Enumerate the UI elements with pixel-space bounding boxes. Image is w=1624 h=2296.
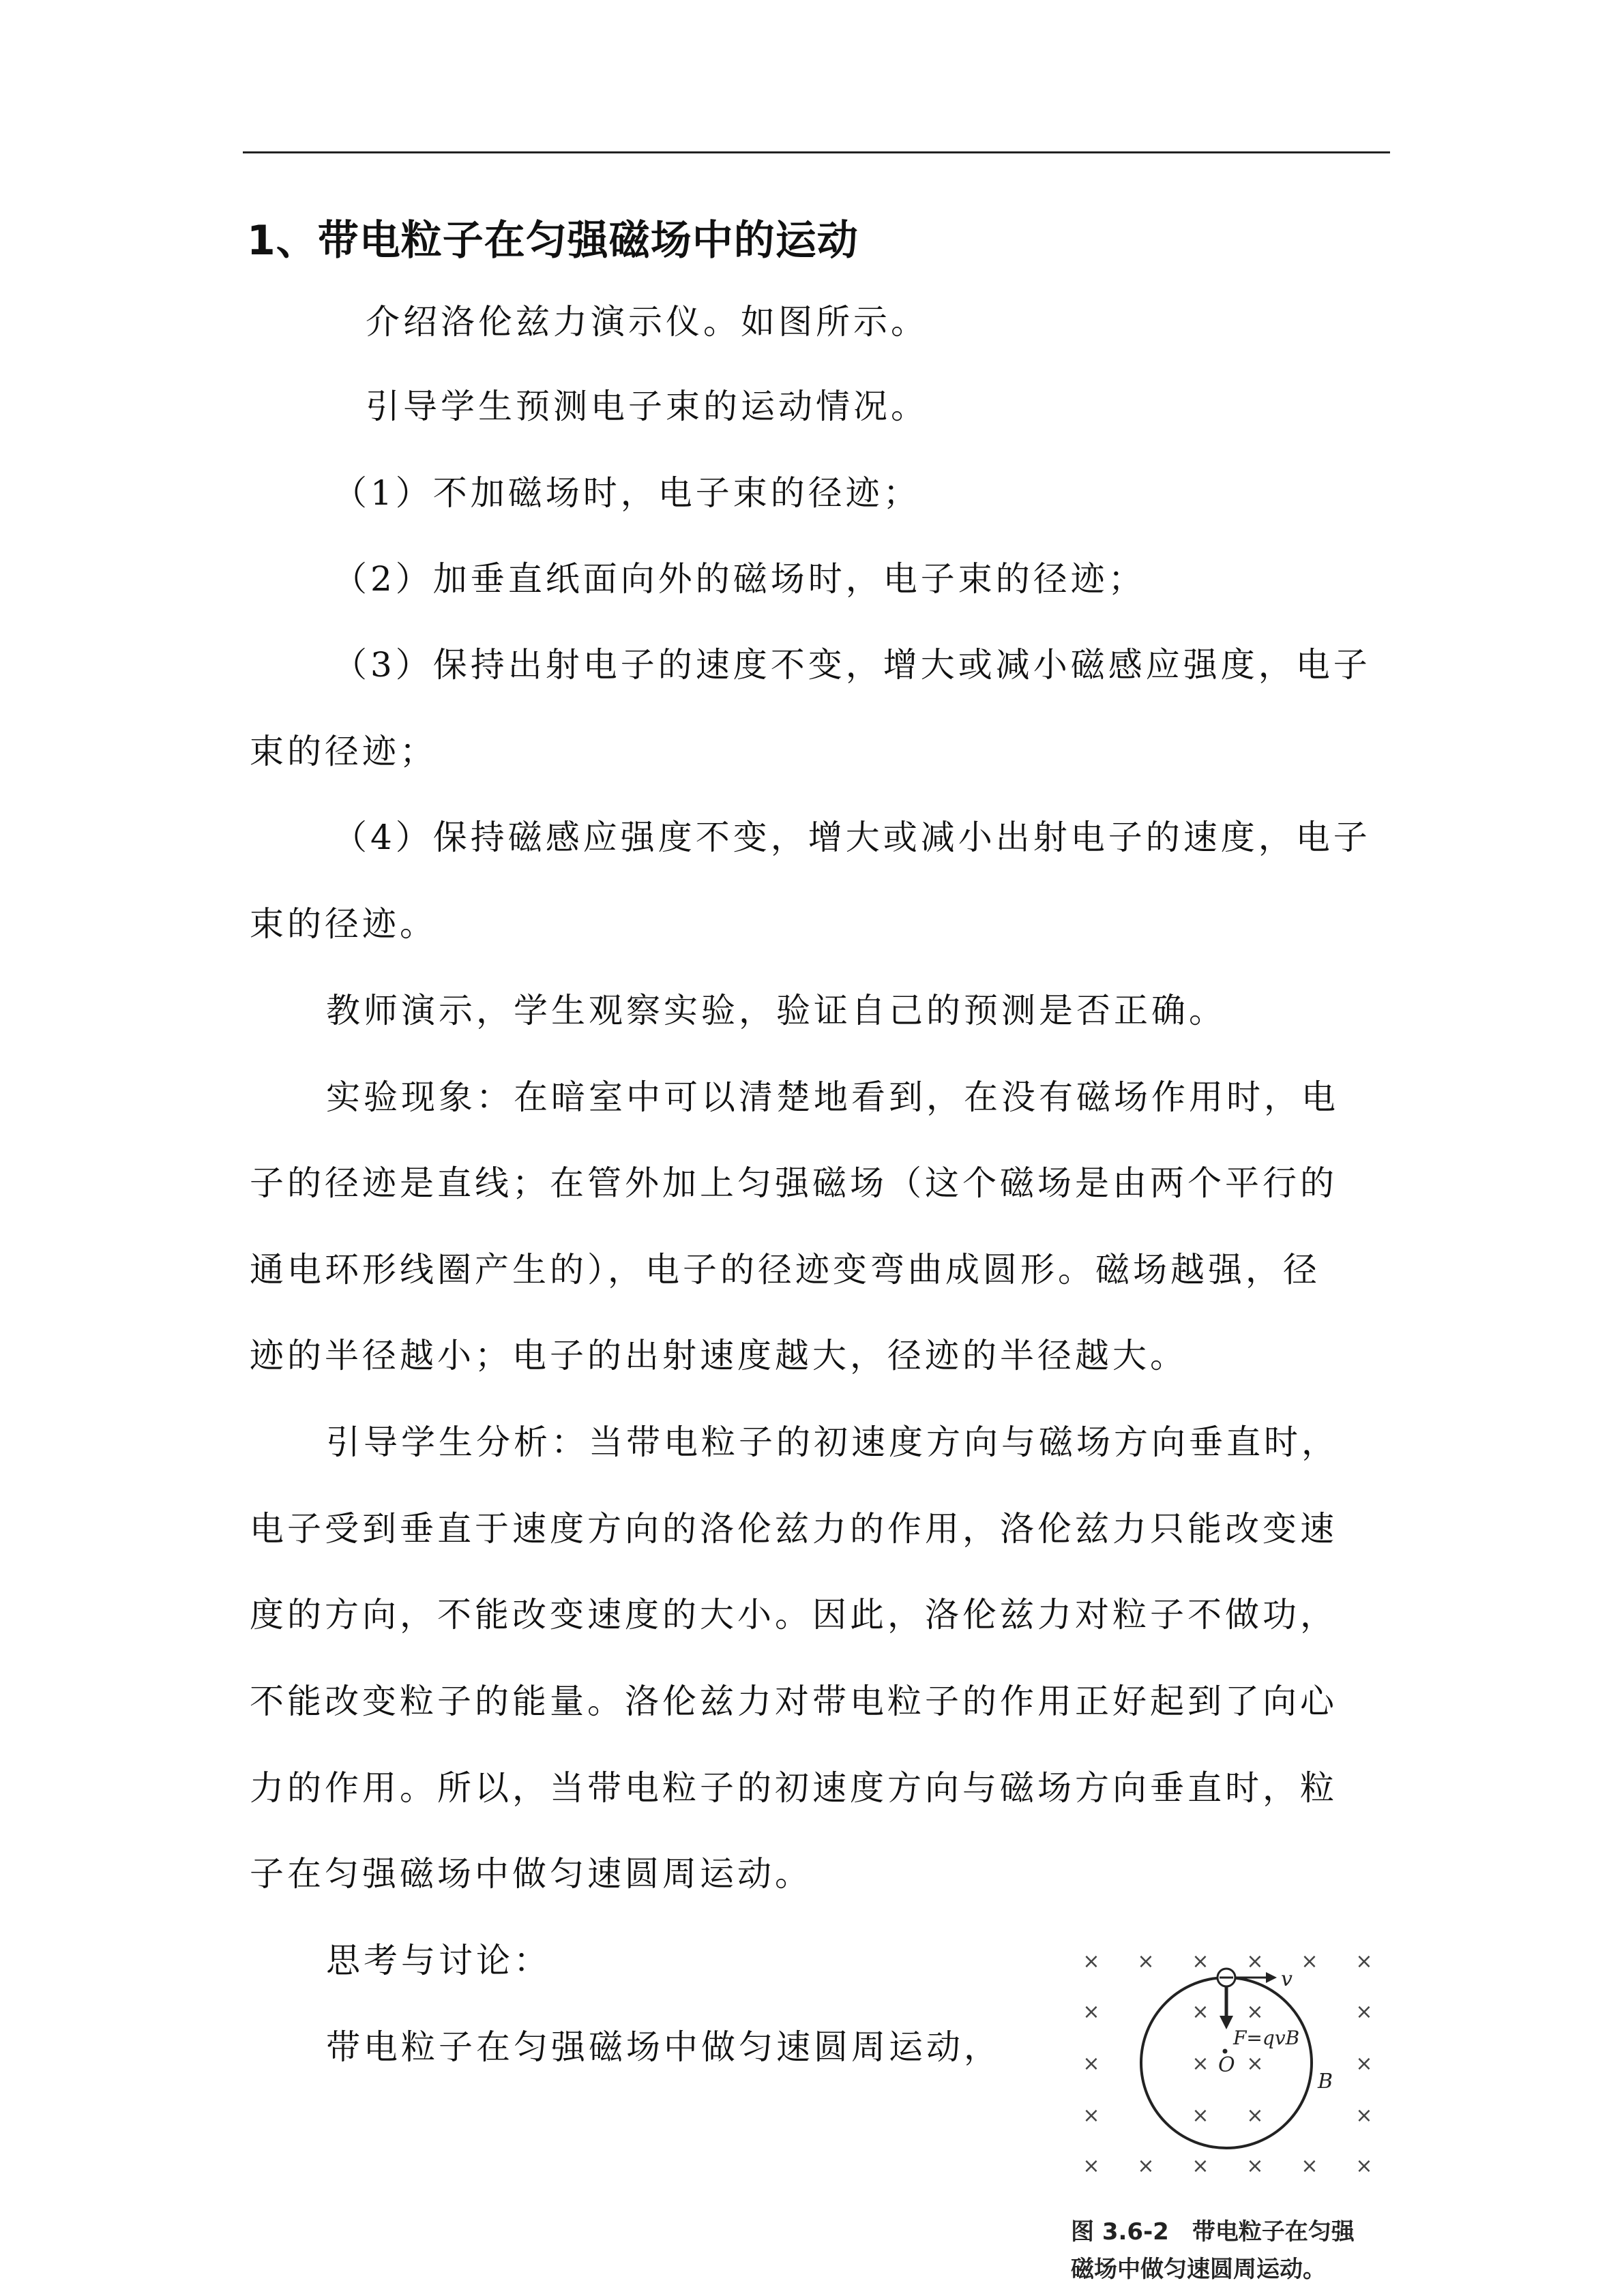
field-cross-mark: × [1246, 2052, 1264, 2076]
velocity-label: v [1281, 1967, 1293, 1991]
paragraph-line: （4）保持磁感应强度不变，增大或减小出射电子的速度，电子 [333, 818, 1371, 857]
paragraph-line: 引导学生预测电子束的运动情况。 [366, 387, 928, 426]
paragraph-line: 子的径迹是直线；在管外加上匀强磁场（这个磁场是由两个平行的 [250, 1163, 1338, 1203]
header-rule [243, 151, 1390, 153]
velocity-arrowhead [1266, 1972, 1277, 1983]
field-cross-mark: × [1082, 2052, 1100, 2076]
field-cross-mark: × [1355, 1950, 1373, 1973]
field-cross-mark: × [1192, 2052, 1209, 2076]
field-cross-mark: × [1082, 2104, 1100, 2128]
paragraph-line: 迹的半径越小；电子的出射速度越大，径迹的半径越大。 [250, 1336, 1187, 1375]
figure-caption-line1: 图 3.6-2 带电粒子在匀强 [1071, 2218, 1355, 2246]
field-cross-mark: × [1246, 2000, 1264, 2024]
field-cross-mark: × [1355, 2104, 1373, 2128]
field-cross-mark: × [1192, 1950, 1209, 1973]
field-cross-mark: × [1082, 2000, 1100, 2024]
field-cross-mark: × [1137, 1950, 1155, 1973]
field-cross-mark: × [1192, 2154, 1209, 2178]
paragraph-line: 通电环形线圈产生的），电子的径迹变弯曲成圆形。磁场越强，径 [250, 1250, 1320, 1289]
paragraph-line: 度的方向，不能改变速度的大小。因此，洛伦兹力对粒子不做功， [250, 1595, 1338, 1635]
circular-motion-figure [1064, 1930, 1391, 2203]
paragraph-line: 束的径迹。 [250, 904, 437, 944]
paragraph-line: 教师演示，学生观察实验，验证自己的预测是否正确。 [326, 991, 1226, 1030]
paragraph-line: 束的径迹； [250, 732, 437, 771]
paragraph-line: 子在匀强磁场中做匀速圆周运动。 [250, 1854, 812, 1894]
field-cross-mark: × [1355, 2000, 1373, 2024]
field-label: B [1318, 2070, 1333, 2093]
field-cross-mark: × [1246, 1950, 1264, 1973]
field-cross-mark: × [1192, 2104, 1209, 2128]
paragraph-line: （1）不加磁场时，电子束的径迹； [333, 473, 921, 513]
field-cross-mark: × [1355, 2052, 1373, 2076]
field-cross-mark: × [1246, 2104, 1264, 2128]
paragraph-line: 电子受到垂直于速度方向的洛伦兹力的作用，洛伦兹力只能改变速 [250, 1509, 1338, 1549]
paragraph-line: （3）保持出射电子的速度不变，增大或减小磁感应强度，电子 [333, 645, 1371, 685]
field-cross-mark: × [1301, 2154, 1318, 2178]
figure-caption-line2: 磁场中做匀速圆周运动。 [1071, 2256, 1326, 2283]
field-cross-mark: × [1355, 2154, 1373, 2178]
paragraph-line: 实验现象：在暗室中可以清楚地看到，在没有磁场作用时，电 [326, 1077, 1339, 1117]
force-label: F=qvB [1233, 2027, 1300, 2049]
field-cross-mark: × [1082, 2154, 1100, 2178]
paragraph-line: 介绍洛伦兹力演示仪。如图所示。 [366, 302, 928, 342]
force-arrowhead [1220, 2016, 1233, 2029]
paragraph-line: 思考与讨论： [326, 1941, 551, 1980]
section-heading: 1、带电粒子在匀强磁场中的运动 [247, 217, 859, 265]
paragraph-line: 不能改变粒子的能量。洛伦兹力对带电粒子的作用正好起到了向心 [250, 1682, 1338, 1721]
paragraph-line: 带电粒子在匀强磁场中做匀速圆周运动， [326, 2027, 1001, 2067]
paragraph-line: 引导学生分析：当带电粒子的初速度方向与磁场方向垂直时， [326, 1422, 1339, 1462]
center-label: O [1218, 2053, 1235, 2077]
field-cross-mark: × [1082, 1950, 1100, 1973]
paragraph-line: （2）加垂直纸面向外的磁场时，电子束的径迹； [333, 559, 1146, 599]
field-cross-mark: × [1137, 2154, 1155, 2178]
field-cross-mark: × [1301, 1950, 1318, 1973]
paragraph-line: 力的作用。所以，当带电粒子的初速度方向与磁场方向垂直时，粒 [250, 1768, 1338, 1808]
field-cross-mark: × [1192, 2000, 1209, 2024]
field-cross-mark: × [1246, 2154, 1264, 2178]
